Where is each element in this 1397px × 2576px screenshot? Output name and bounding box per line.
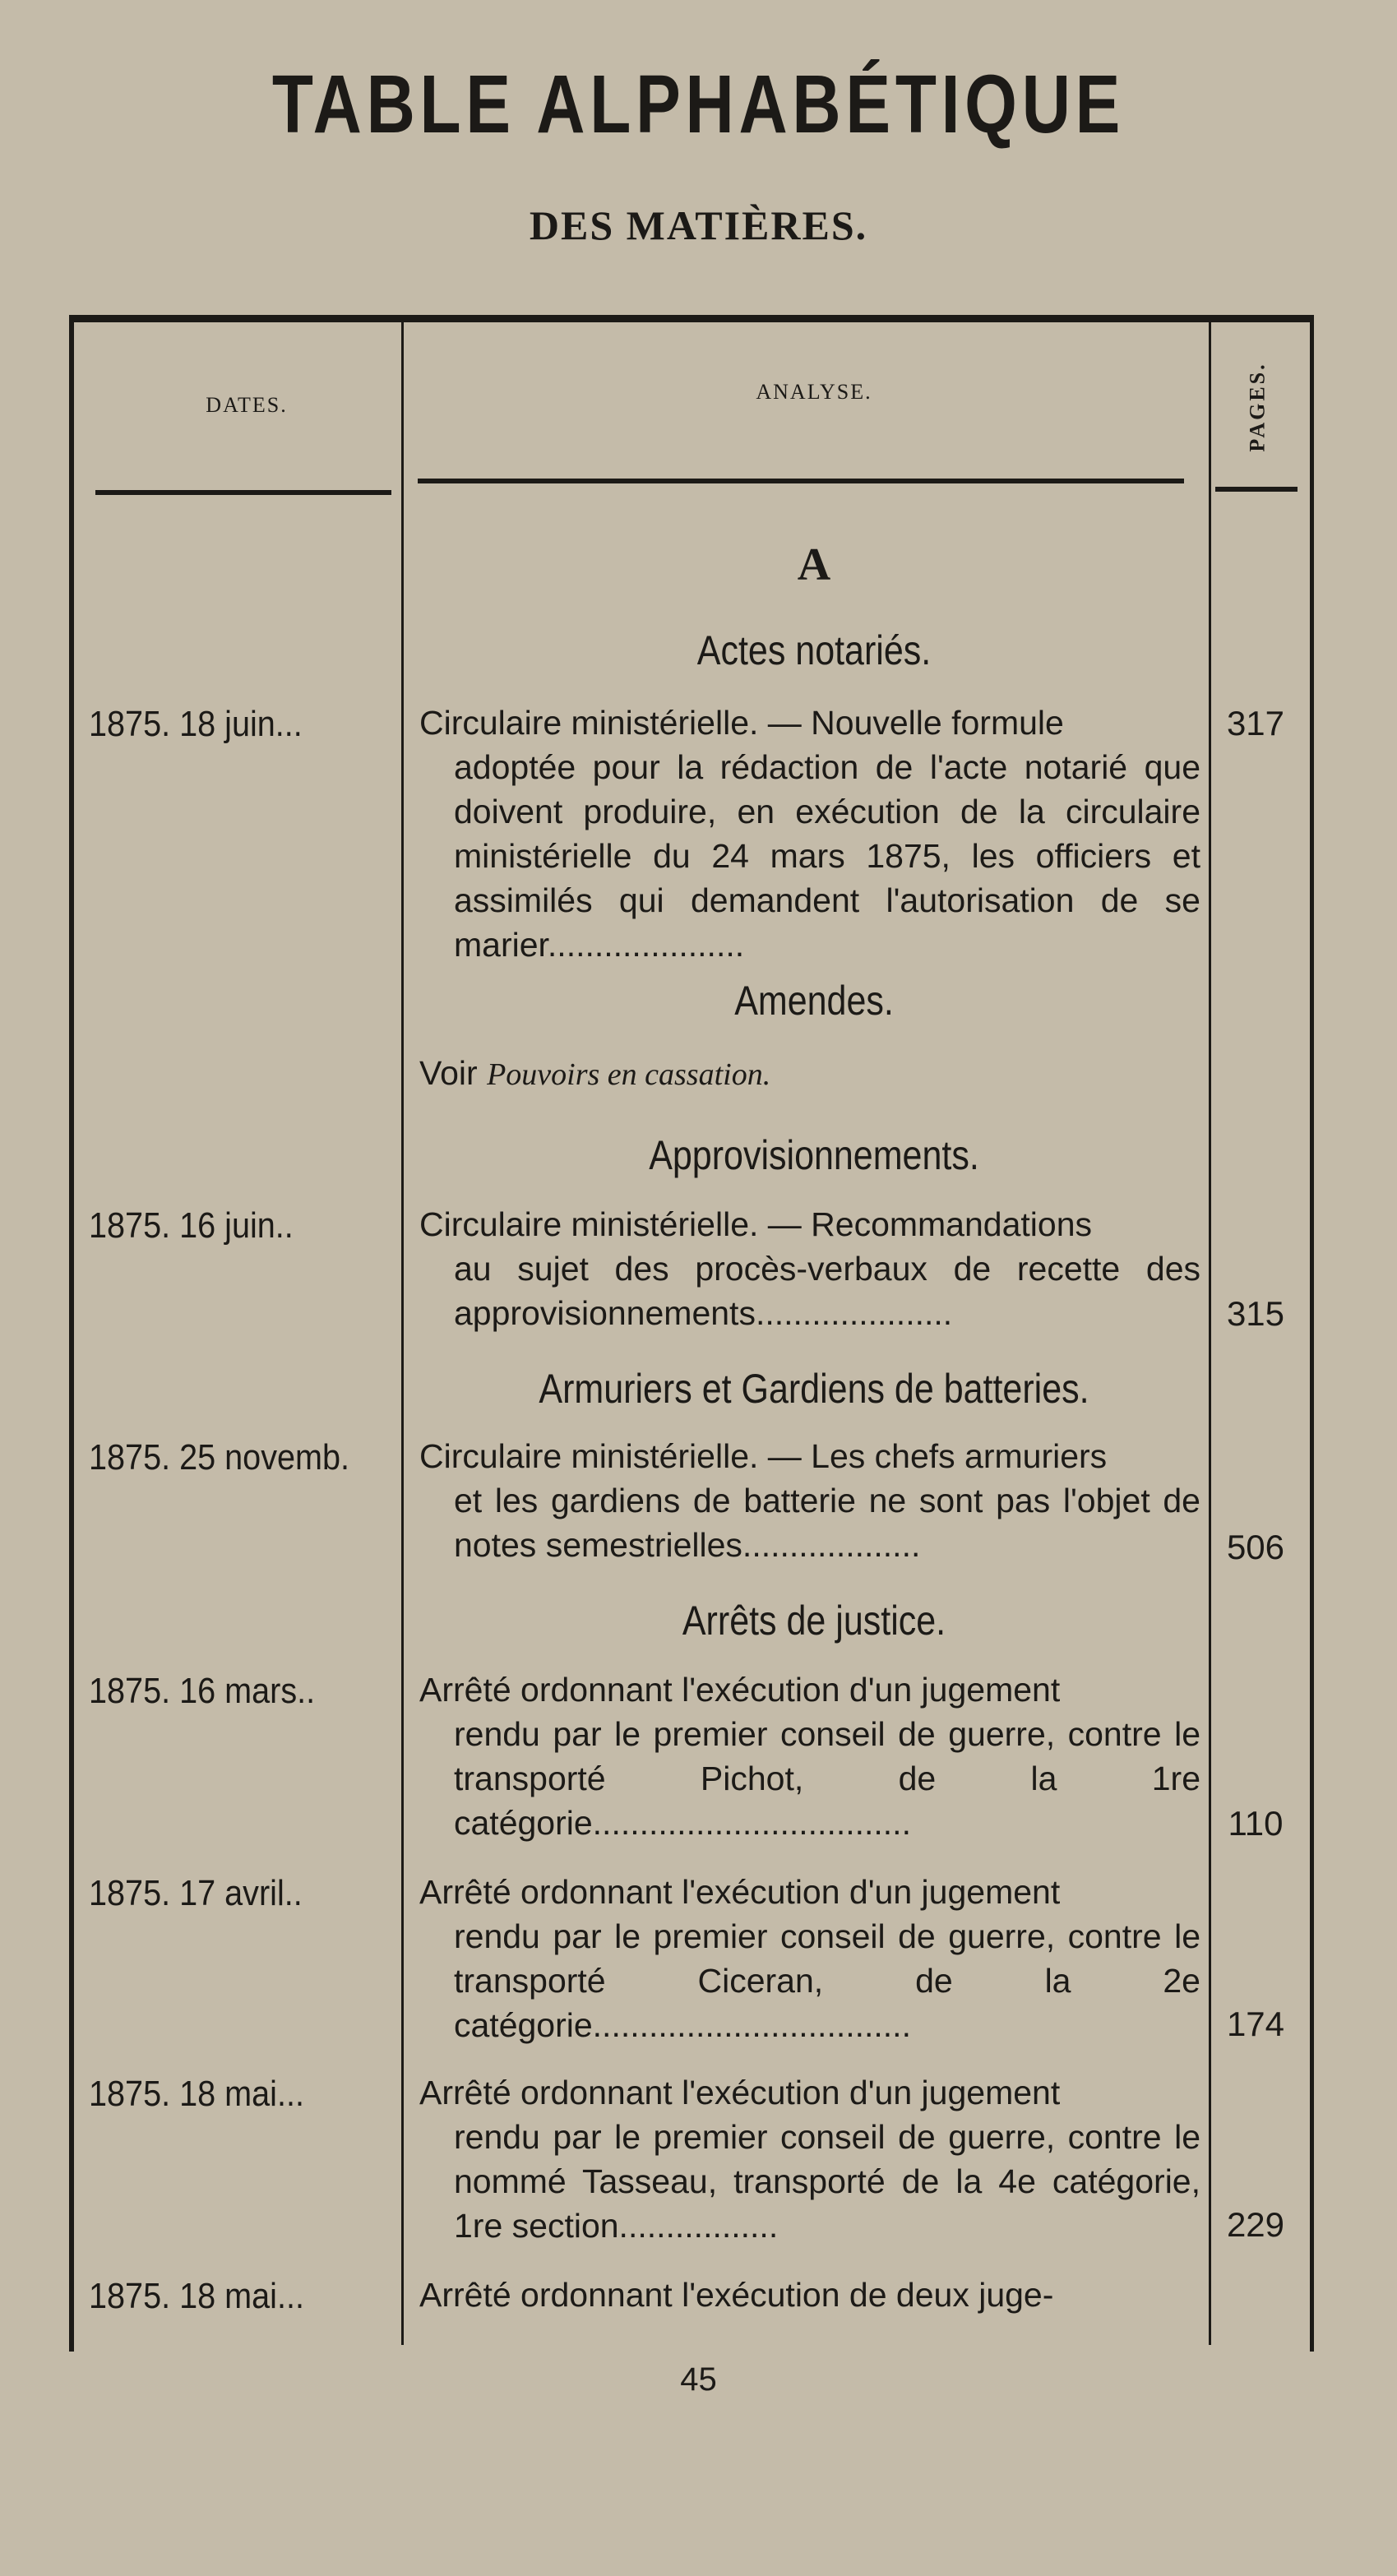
entry-text	[419, 1667, 1200, 1845]
entry-page: 110	[1228, 1804, 1284, 1843]
header-pages-wrap	[1225, 345, 1291, 469]
header-pages: PAGES.	[1246, 362, 1270, 452]
entry-page: 315	[1226, 1294, 1285, 1333]
entry-page: 506	[1226, 1528, 1285, 1566]
page-title: TABLE ALPHABÉTIQUE	[271, 58, 1126, 150]
entry-text-first-line: Circulaire ministérielle. — Les chefs armuriers	[419, 1437, 1108, 1475]
entry-page: 229	[1226, 2205, 1285, 2244]
header-dates: DATES.	[206, 393, 288, 417]
entry-text-continuation: adoptée pour la rédaction de l'acte notarié que doivent produire, en exécution de la circulaire ministérielle du 24 mars 1875, les officiers et assimilés qui demandent l'autorisation de se marier.....................	[454, 748, 1200, 964]
entry-text-continuation: rendu par le premier conseil de guerre, contre le transporté Ciceran, de la 2e catégorie..................................	[454, 1917, 1200, 2044]
entry-page: 317	[1226, 704, 1285, 742]
page-subtitle: DES MATIÈRES.	[529, 202, 868, 248]
entry-text	[419, 2273, 1200, 2317]
entry-date: 1875. 18 mai...	[89, 2276, 304, 2316]
cross-reference	[419, 1054, 1200, 1093]
section-heading: Actes notariés.	[696, 627, 932, 673]
pages-header-rule	[1215, 487, 1298, 492]
cross-reference-target: Pouvoirs en cassation.	[487, 1057, 771, 1092]
entry-text-continuation: rendu par le premier conseil de guerre, contre le nommé Tasseau, transporté de la 4e catégorie, 1re section.................	[454, 2118, 1200, 2245]
entry-text-continuation: et les gardiens de batterie ne sont pas l'objet de notes semestrielles...................	[454, 1482, 1200, 1564]
entry-text-first-line: Circulaire ministérielle. — Nouvelle formule	[419, 704, 1064, 742]
section-heading: Arrêts de justice.	[682, 1598, 946, 1644]
entry-text	[419, 1870, 1200, 2047]
entry-page: 174	[1226, 2005, 1285, 2043]
entry-text-first-line: Arrêté ordonnant l'exécution d'un jugement	[419, 1671, 1061, 1709]
entry-text	[419, 1202, 1200, 1335]
section-heading: Armuriers et Gardiens de batteries.	[539, 1366, 1089, 1412]
page-number: 45	[680, 2361, 717, 2398]
entry-text-continuation: rendu par le premier conseil de guerre, contre le transporté Pichot, de la 1re catégorie..................................	[454, 1715, 1200, 1842]
analyse-column-divider	[1209, 322, 1211, 2345]
entry-date: 1875. 18 juin...	[89, 704, 303, 744]
entry-text-first-line: Arrêté ordonnant l'exécution de deux juge-	[419, 2276, 1054, 2314]
cross-reference-prefix: Voir	[419, 1054, 478, 1092]
analyse-header-rule	[418, 479, 1184, 483]
section-heading: Amendes.	[734, 978, 894, 1024]
entry-date: 1875. 18 mai...	[89, 2074, 304, 2114]
entry-text-first-line: Arrêté ordonnant l'exécution d'un jugement	[419, 2074, 1061, 2111]
entry-text	[419, 2070, 1200, 2248]
entry-date: 1875. 25 novemb.	[89, 1437, 350, 1478]
entry-text-first-line: Circulaire ministérielle. — Recommandations	[419, 1205, 1092, 1243]
entry-text-first-line: Arrêté ordonnant l'exécution d'un jugement	[419, 1873, 1061, 1911]
header-analyse: ANALYSE.	[756, 380, 872, 404]
entry-text	[419, 1434, 1200, 1567]
dates-header-rule	[95, 490, 391, 495]
entry-date: 1875. 17 avril..	[89, 1873, 303, 1913]
section-letter: A	[797, 539, 831, 590]
entry-text-continuation: au sujet des procès-verbaux de recette des approvisionnements.....................	[454, 1250, 1200, 1332]
dates-column-divider	[401, 322, 404, 2345]
section-heading: Approvisionnements.	[649, 1132, 979, 1178]
entry-date: 1875. 16 mars..	[89, 1671, 316, 1711]
entry-text	[419, 701, 1200, 967]
entry-date: 1875. 16 juin..	[89, 1205, 294, 1246]
